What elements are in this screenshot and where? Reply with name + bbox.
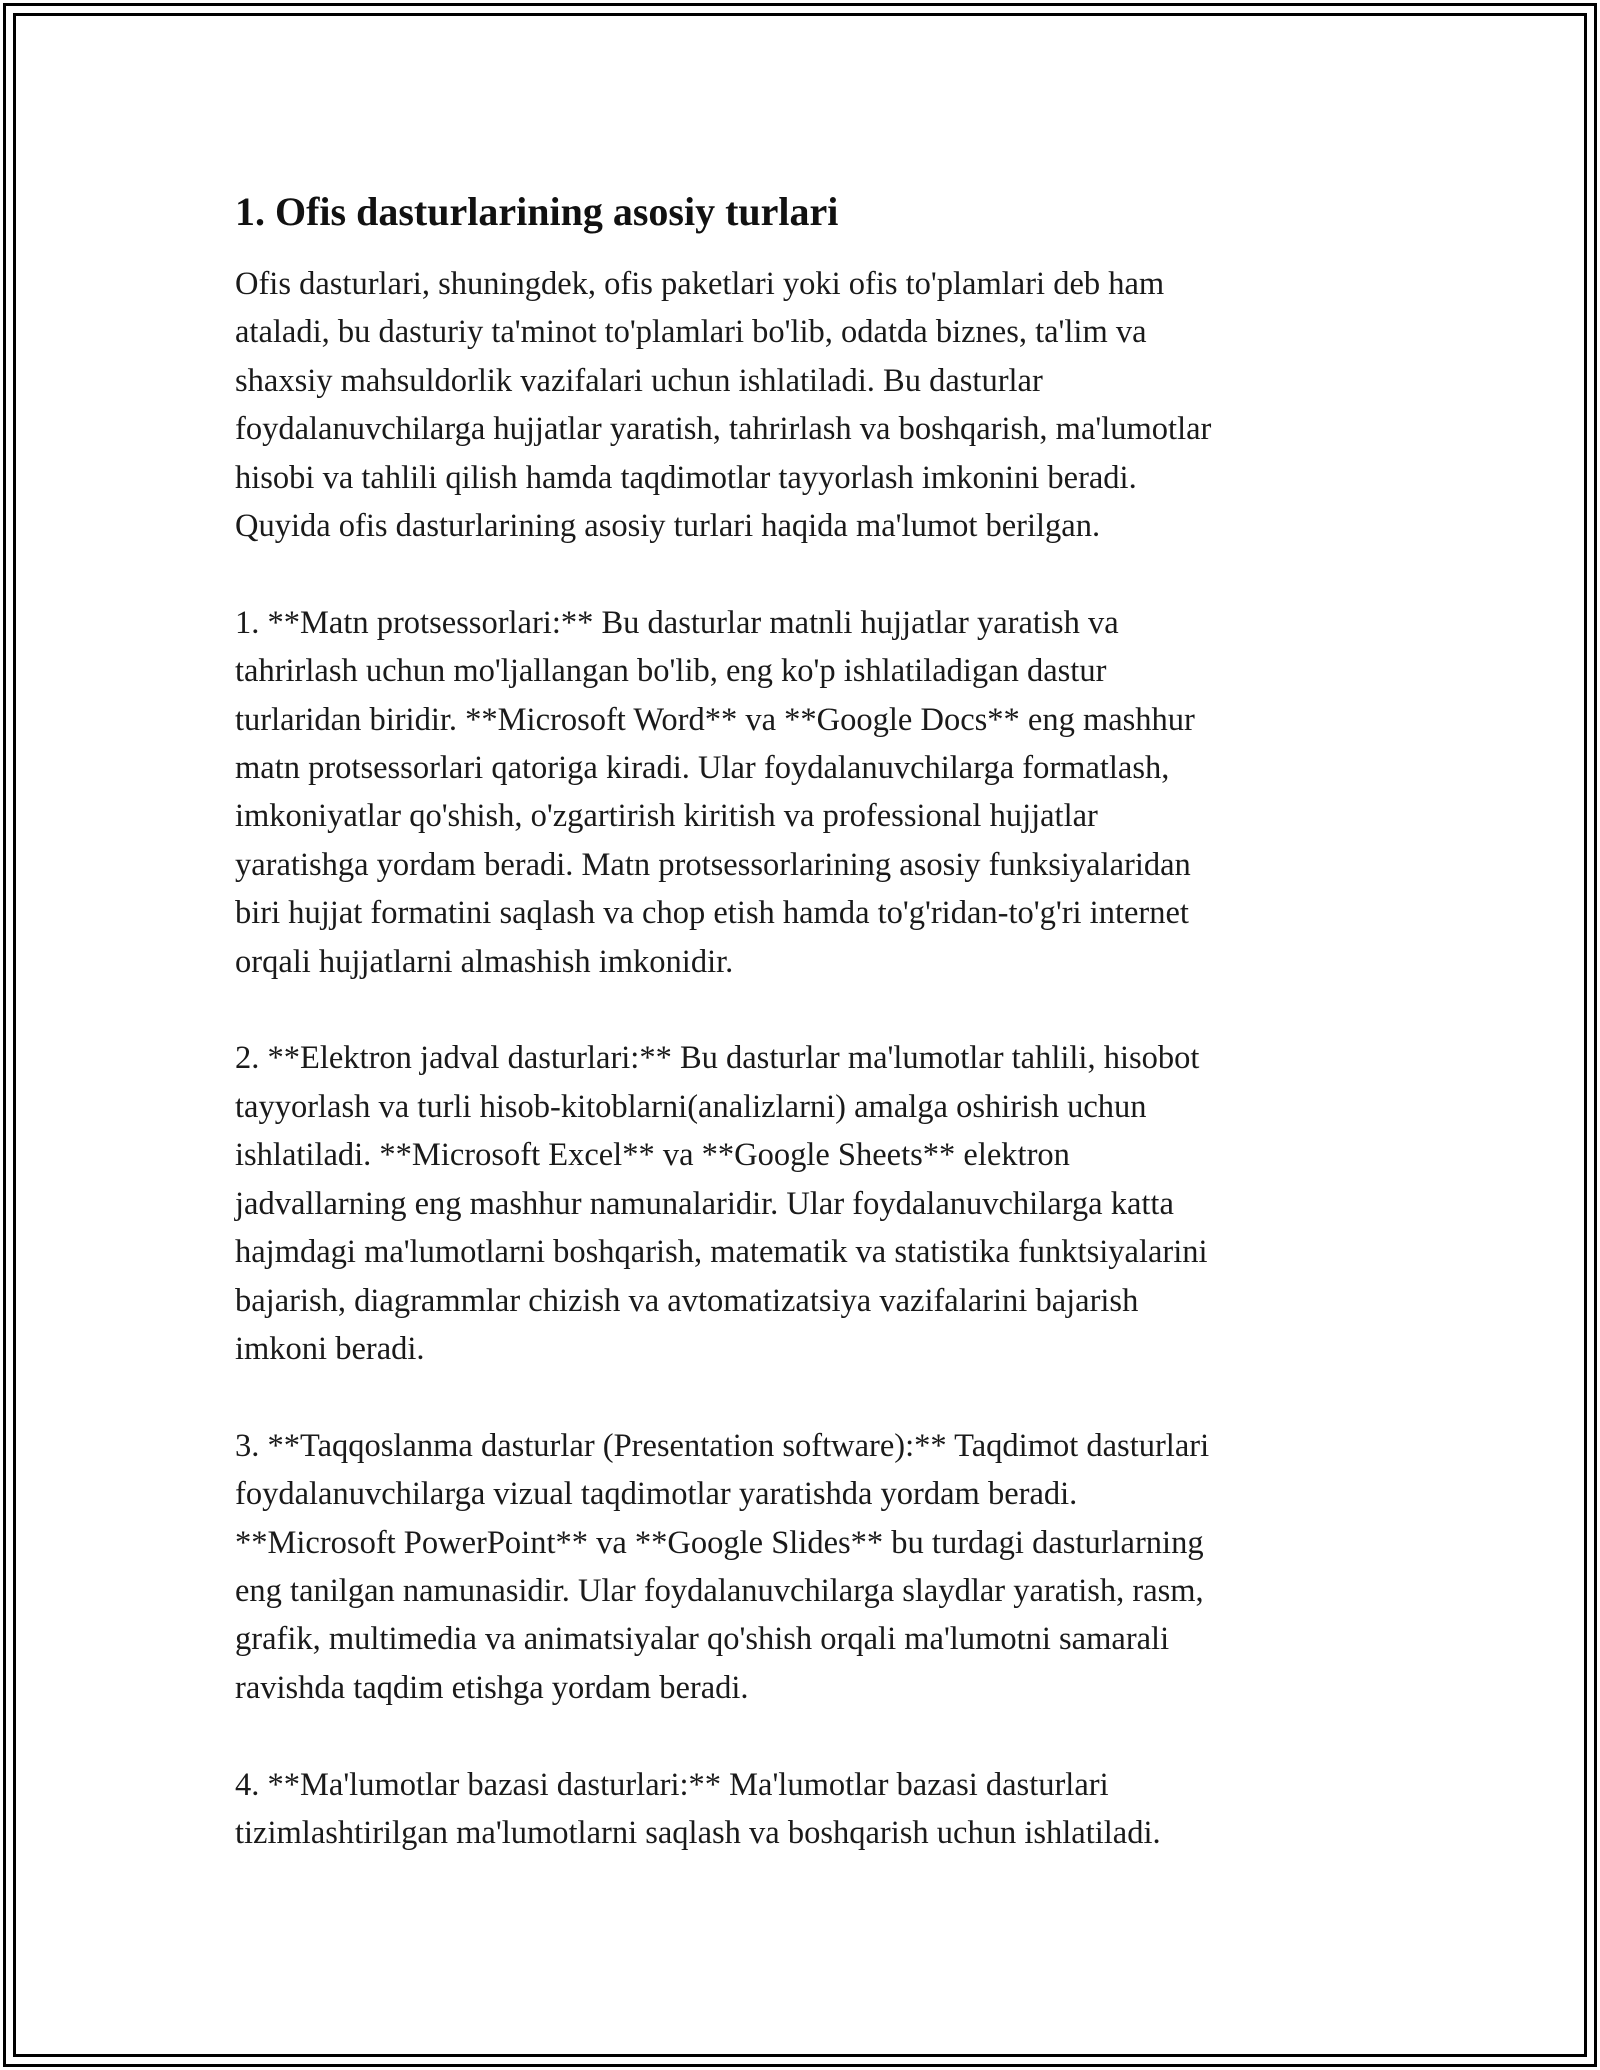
text-line: **Microsoft PowerPoint** va **Google Slides** bu turdagi dasturlarning [235,1524,1204,1561]
text-line: matn protsessorlari qatoriga kiradi. Ular foydalanuvchilarga formatlash, [235,750,1170,787]
text-line: imkoni beradi. [235,1330,425,1367]
text-line: foydalanuvchilarga hujjatlar yaratish, tahrirlash va boshqarish, ma'lumotlar [235,411,1212,448]
text-line: Quyida ofis dasturlarining asosiy turlari haqida ma'lumot berilgan. [235,508,1101,545]
text-line: yaratishga yordam beradi. Matn protsessorlarining asosiy funksiyalaridan [235,846,1191,883]
text-line: biri hujjat formatini saqlash va chop etish hamda to'g'ridan-to'g'ri internet [235,895,1189,932]
text-line: jadvallarning eng mashhur namunalaridir. Ular foydalanuvchilarga katta [235,1185,1174,1222]
text-line: tizimlashtirilgan ma'lumotlarni saqlash va boshqarish uchun ishlatiladi. [235,1814,1161,1851]
text-line: foydalanuvchilarga vizual taqdimotlar yaratishda yordam beradi. [235,1476,1078,1513]
text-line: hisobi va tahlili qilish hamda taqdimotlar tayyorlash imkonini beradi. [235,459,1137,496]
text-line: shaxsiy mahsuldorlik vazifalari uchun ishlatiladi. Bu dasturlar [235,362,1043,399]
text-line: tahrirlash uchun mo'ljallangan bo'lib, eng ko'p ishlatiladigan dastur [235,653,1107,690]
paragraph-intro [235,260,1385,550]
text-line: bajarish, diagrammlar chizish va avtomatizatsiya vazifalarini bajarish [235,1282,1139,1319]
text-line: 2. **Elektron jadval dasturlari:** Bu dasturlar ma'lumotlar tahlili, hisobot [235,1040,1200,1077]
text-line: tayyorlash va turli hisob-kitoblarni(analizlarni) amalga oshirish uchun [235,1088,1147,1125]
text-line: grafik, multimedia va animatsiyalar qo'shish orqali ma'lumotni samarali [235,1621,1170,1658]
text-line: ravishda taqdim etishga yordam beradi. [235,1669,749,1706]
text-line: turlaridan biridir. **Microsoft Word** va **Google Docs** eng mashhur [235,701,1195,738]
document-body [235,186,1385,1906]
text-line: ataladi, bu dasturiy ta'minot to'plamlari bo'lib, odatda biznes, ta'lim va [235,314,1147,351]
text-line: orqali hujjatlarni almashish imkonidir. [235,943,734,980]
text-line: hajmdagi ma'lumotlarni boshqarish, matematik va statistika funktsiyalarini [235,1234,1208,1271]
text-line: 3. **Taqqoslanma dasturlar (Presentation software):** Taqdimot dasturlari [235,1427,1210,1464]
paragraph-word-processors [235,599,1385,986]
paragraph-databases [235,1761,1385,1858]
text-line: 1. **Matn protsessorlari:** Bu dasturlar matnli hujjatlar yaratish va [235,604,1119,641]
text-line: eng tanilgan namunasidir. Ular foydalanuvchilarga slaydlar yaratish, rasm, [235,1572,1204,1609]
text-line: imkoniyatlar qo'shish, o'zgartirish kiritish va professional hujjatlar [235,798,1098,835]
paragraph-presentation-software [235,1422,1385,1712]
page-title: 1. Ofis dasturlarining asosiy turlari [235,189,839,234]
text-line: ishlatiladi. **Microsoft Excel** va **Google Sheets** elektron [235,1137,1070,1174]
text-line: 4. **Ma'lumotlar bazasi dasturlari:** Ma'lumotlar bazasi dasturlari [235,1766,1109,1803]
paragraph-spreadsheets [235,1034,1385,1373]
text-line: Ofis dasturlari, shuningdek, ofis paketlari yoki ofis to'plamlari deb ham [235,266,1165,302]
